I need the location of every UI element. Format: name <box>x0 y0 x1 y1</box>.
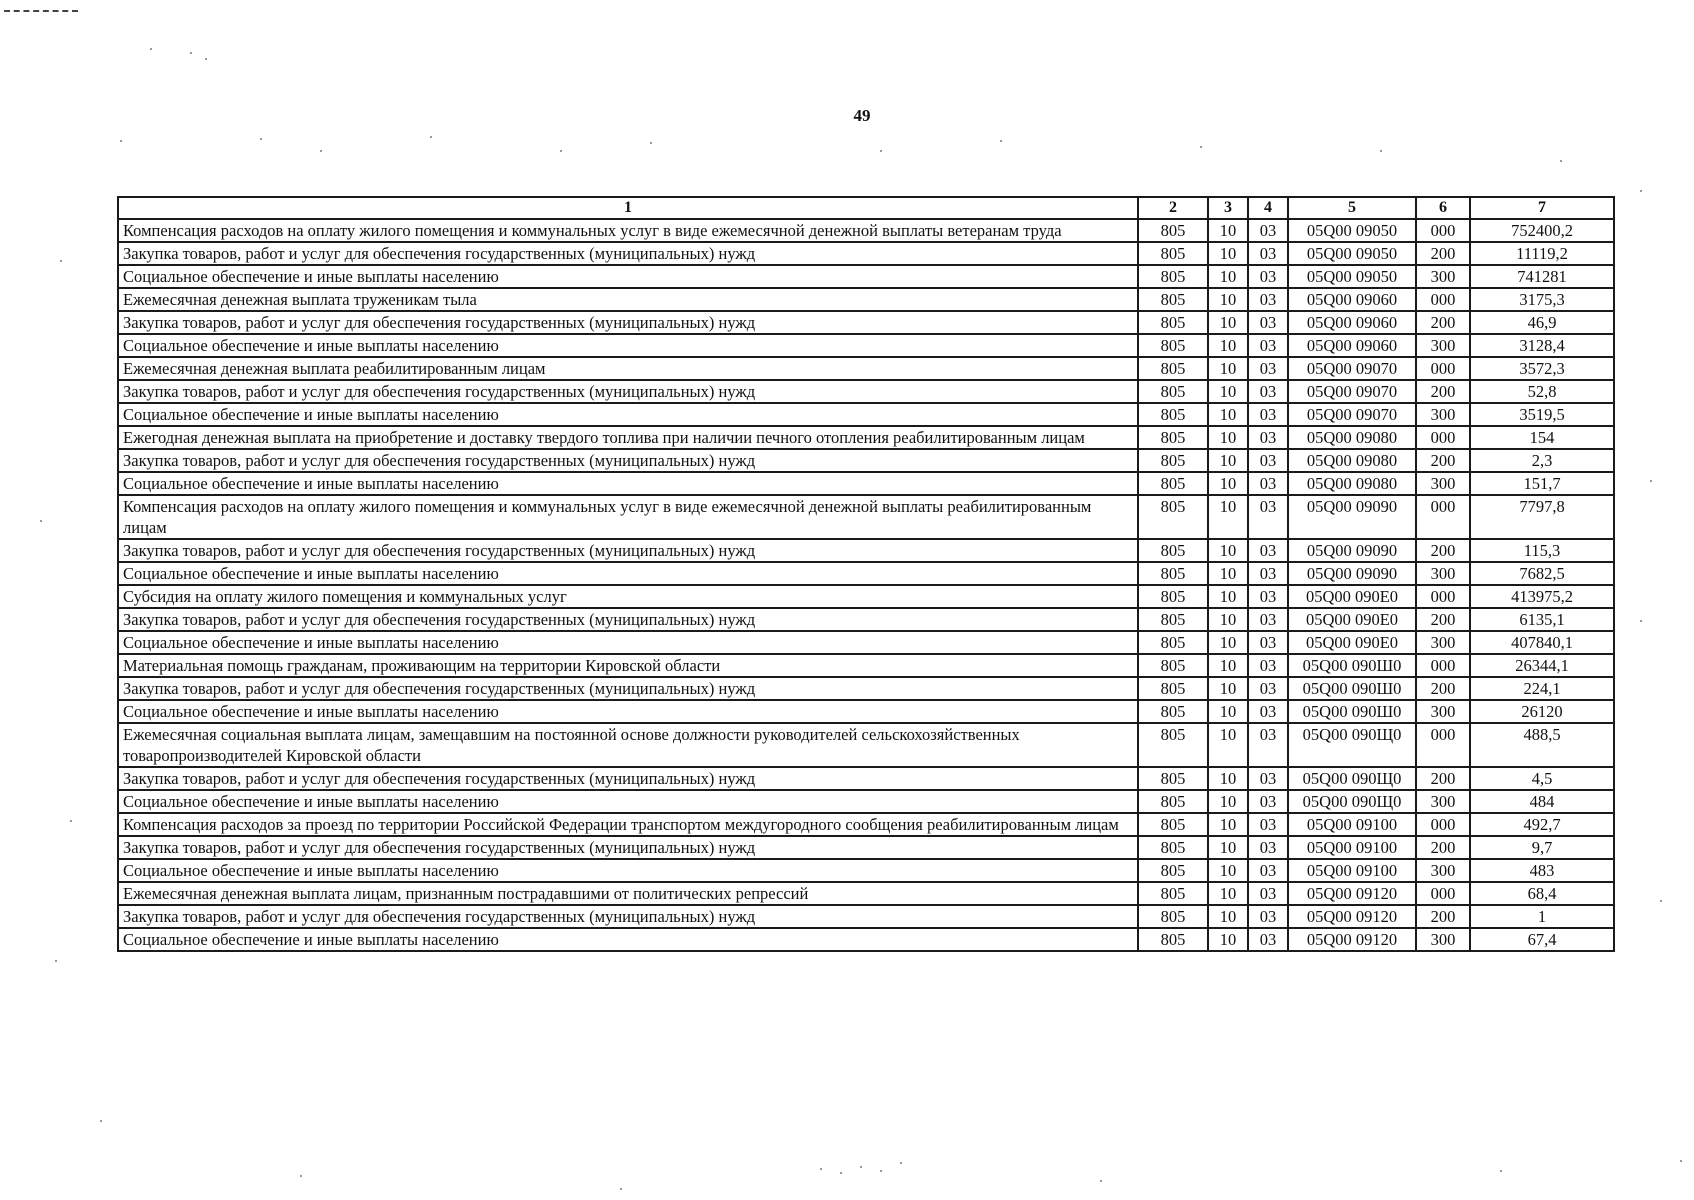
section-cell: 10 <box>1208 311 1248 334</box>
subsection-cell: 03 <box>1248 403 1288 426</box>
scan-noise-speck <box>650 142 652 144</box>
scan-noise-speck <box>100 1120 102 1122</box>
column-header-1: 1 <box>118 197 1138 219</box>
scan-noise-speck <box>1200 146 1202 148</box>
table-row <box>118 767 1614 790</box>
section-cell: 10 <box>1208 219 1248 242</box>
target-article-cell: 05Q00 09050 <box>1288 219 1416 242</box>
row-name-cell: Компенсация расходов за проезд по территории Российской Федерации транспортом междугородного сообщения реабилитированным лицам <box>118 813 1138 836</box>
subsection-cell: 03 <box>1248 449 1288 472</box>
row-name-cell: Социальное обеспечение и иные выплаты населению <box>118 562 1138 585</box>
admin-code-cell: 805 <box>1138 813 1208 836</box>
section-cell: 10 <box>1208 813 1248 836</box>
row-name-cell: Закупка товаров, работ и услуг для обеспечения государственных (муниципальных) нужд <box>118 311 1138 334</box>
subsection-cell: 03 <box>1248 219 1288 242</box>
expense-type-cell: 300 <box>1416 472 1470 495</box>
row-name-cell: Закупка товаров, работ и услуг для обеспечения государственных (муниципальных) нужд <box>118 242 1138 265</box>
column-header-2: 2 <box>1138 197 1208 219</box>
row-name-cell: Компенсация расходов на оплату жилого помещения и коммунальных услуг в виде ежемесячной денежной выплаты реабилитированным лицам <box>118 495 1138 539</box>
table-row <box>118 472 1614 495</box>
expense-type-cell: 200 <box>1416 539 1470 562</box>
row-name-cell: Социальное обеспечение и иные выплаты населению <box>118 403 1138 426</box>
expense-type-cell: 300 <box>1416 859 1470 882</box>
table-row <box>118 380 1614 403</box>
table-row <box>118 882 1614 905</box>
scan-noise-speck <box>880 1170 882 1172</box>
scan-noise-speck <box>55 960 57 962</box>
row-name-cell: Закупка товаров, работ и услуг для обеспечения государственных (муниципальных) нужд <box>118 905 1138 928</box>
table-row <box>118 562 1614 585</box>
amount-cell: 484 <box>1470 790 1614 813</box>
admin-code-cell: 805 <box>1138 242 1208 265</box>
subsection-cell: 03 <box>1248 836 1288 859</box>
target-article-cell: 05Q00 090E0 <box>1288 631 1416 654</box>
scan-noise-speck <box>620 1188 622 1190</box>
subsection-cell: 03 <box>1248 539 1288 562</box>
page-number: 49 <box>853 106 871 125</box>
table-row <box>118 357 1614 380</box>
table-row <box>118 928 1614 951</box>
row-name-cell: Социальное обеспечение и иные выплаты населению <box>118 334 1138 357</box>
table-row <box>118 288 1614 311</box>
expense-type-cell: 200 <box>1416 449 1470 472</box>
admin-code-cell: 805 <box>1138 723 1208 767</box>
amount-cell: 46,9 <box>1470 311 1614 334</box>
admin-code-cell: 805 <box>1138 928 1208 951</box>
section-cell: 10 <box>1208 928 1248 951</box>
expense-type-cell: 000 <box>1416 813 1470 836</box>
target-article-cell: 05Q00 09060 <box>1288 288 1416 311</box>
table-body <box>118 219 1614 951</box>
expense-type-cell: 000 <box>1416 357 1470 380</box>
expense-type-cell: 200 <box>1416 836 1470 859</box>
table-row <box>118 539 1614 562</box>
section-cell: 10 <box>1208 631 1248 654</box>
table-row <box>118 334 1614 357</box>
admin-code-cell: 805 <box>1138 265 1208 288</box>
column-header-7: 7 <box>1470 197 1614 219</box>
admin-code-cell: 805 <box>1138 403 1208 426</box>
amount-cell: 3128,4 <box>1470 334 1614 357</box>
expense-type-cell: 300 <box>1416 562 1470 585</box>
target-article-cell: 05Q00 09090 <box>1288 562 1416 585</box>
section-cell: 10 <box>1208 403 1248 426</box>
row-name-cell: Компенсация расходов на оплату жилого помещения и коммунальных услуг в виде ежемесячной денежной выплаты ветеранам труда <box>118 219 1138 242</box>
column-header-6: 6 <box>1416 197 1470 219</box>
amount-cell: 752400,2 <box>1470 219 1614 242</box>
scan-noise-speck <box>1650 480 1652 482</box>
amount-cell: 115,3 <box>1470 539 1614 562</box>
admin-code-cell: 805 <box>1138 311 1208 334</box>
section-cell: 10 <box>1208 790 1248 813</box>
row-name-cell: Закупка товаров, работ и услуг для обеспечения государственных (муниципальных) нужд <box>118 539 1138 562</box>
section-cell: 10 <box>1208 334 1248 357</box>
admin-code-cell: 805 <box>1138 654 1208 677</box>
section-cell: 10 <box>1208 288 1248 311</box>
target-article-cell: 05Q00 09120 <box>1288 928 1416 951</box>
admin-code-cell: 805 <box>1138 767 1208 790</box>
expense-type-cell: 200 <box>1416 380 1470 403</box>
scan-noise-speck <box>70 820 72 822</box>
admin-code-cell: 805 <box>1138 608 1208 631</box>
table-row <box>118 813 1614 836</box>
subsection-cell: 03 <box>1248 265 1288 288</box>
section-cell: 10 <box>1208 905 1248 928</box>
scan-noise-speck <box>40 520 42 522</box>
expense-type-cell: 000 <box>1416 426 1470 449</box>
amount-cell: 68,4 <box>1470 882 1614 905</box>
amount-cell: 3175,3 <box>1470 288 1614 311</box>
subsection-cell: 03 <box>1248 311 1288 334</box>
row-name-cell: Закупка товаров, работ и услуг для обеспечения государственных (муниципальных) нужд <box>118 608 1138 631</box>
table-row <box>118 905 1614 928</box>
target-article-cell: 05Q00 09090 <box>1288 495 1416 539</box>
admin-code-cell: 805 <box>1138 380 1208 403</box>
amount-cell: 26344,1 <box>1470 654 1614 677</box>
expense-type-cell: 000 <box>1416 219 1470 242</box>
admin-code-cell: 805 <box>1138 334 1208 357</box>
admin-code-cell: 805 <box>1138 677 1208 700</box>
expense-type-cell: 000 <box>1416 495 1470 539</box>
subsection-cell: 03 <box>1248 495 1288 539</box>
row-name-cell: Социальное обеспечение и иные выплаты населению <box>118 859 1138 882</box>
subsection-cell: 03 <box>1248 426 1288 449</box>
amount-cell: 3519,5 <box>1470 403 1614 426</box>
scan-noise-speck <box>1660 900 1662 902</box>
target-article-cell: 05Q00 090Щ0 <box>1288 723 1416 767</box>
scan-edge-mark <box>4 10 78 12</box>
admin-code-cell: 805 <box>1138 631 1208 654</box>
table-row <box>118 449 1614 472</box>
amount-cell: 154 <box>1470 426 1614 449</box>
admin-code-cell: 805 <box>1138 449 1208 472</box>
row-name-cell: Социальное обеспечение и иные выплаты населению <box>118 790 1138 813</box>
subsection-cell: 03 <box>1248 562 1288 585</box>
target-article-cell: 05Q00 09060 <box>1288 334 1416 357</box>
scan-noise-speck <box>430 136 432 138</box>
target-article-cell: 05Q00 09120 <box>1288 882 1416 905</box>
table-row <box>118 242 1614 265</box>
subsection-cell: 03 <box>1248 334 1288 357</box>
amount-cell: 3572,3 <box>1470 357 1614 380</box>
section-cell: 10 <box>1208 723 1248 767</box>
section-cell: 10 <box>1208 380 1248 403</box>
amount-cell: 26120 <box>1470 700 1614 723</box>
row-name-cell: Материальная помощь гражданам, проживающим на территории Кировской области <box>118 654 1138 677</box>
admin-code-cell: 805 <box>1138 905 1208 928</box>
target-article-cell: 05Q00 09080 <box>1288 426 1416 449</box>
target-article-cell: 05Q00 09100 <box>1288 859 1416 882</box>
section-cell: 10 <box>1208 242 1248 265</box>
target-article-cell: 05Q00 09100 <box>1288 813 1416 836</box>
row-name-cell: Социальное обеспечение и иные выплаты населению <box>118 631 1138 654</box>
section-cell: 10 <box>1208 562 1248 585</box>
table-row <box>118 631 1614 654</box>
target-article-cell: 05Q00 09120 <box>1288 905 1416 928</box>
expense-type-cell: 200 <box>1416 767 1470 790</box>
amount-cell: 488,5 <box>1470 723 1614 767</box>
subsection-cell: 03 <box>1248 472 1288 495</box>
row-name-cell: Социальное обеспечение и иные выплаты населению <box>118 928 1138 951</box>
subsection-cell: 03 <box>1248 767 1288 790</box>
target-article-cell: 05Q00 090Ш0 <box>1288 654 1416 677</box>
target-article-cell: 05Q00 09100 <box>1288 836 1416 859</box>
admin-code-cell: 805 <box>1138 836 1208 859</box>
scan-noise-speck <box>300 1175 302 1177</box>
expense-type-cell: 200 <box>1416 905 1470 928</box>
expense-type-cell: 300 <box>1416 403 1470 426</box>
subsection-cell: 03 <box>1248 357 1288 380</box>
table-row <box>118 219 1614 242</box>
target-article-cell: 05Q00 090E0 <box>1288 608 1416 631</box>
admin-code-cell: 805 <box>1138 562 1208 585</box>
section-cell: 10 <box>1208 608 1248 631</box>
expense-type-cell: 000 <box>1416 288 1470 311</box>
section-cell: 10 <box>1208 585 1248 608</box>
subsection-cell: 03 <box>1248 859 1288 882</box>
table-row <box>118 608 1614 631</box>
subsection-cell: 03 <box>1248 677 1288 700</box>
amount-cell: 413975,2 <box>1470 585 1614 608</box>
subsection-cell: 03 <box>1248 928 1288 951</box>
expense-type-cell: 200 <box>1416 242 1470 265</box>
scan-noise-speck <box>1640 620 1642 622</box>
table-row <box>118 700 1614 723</box>
scan-noise-speck <box>120 140 122 142</box>
admin-code-cell: 805 <box>1138 426 1208 449</box>
target-article-cell: 05Q00 09080 <box>1288 449 1416 472</box>
scan-noise-speck <box>1000 140 1002 142</box>
scan-noise-speck <box>60 260 62 262</box>
section-cell: 10 <box>1208 700 1248 723</box>
table-row <box>118 585 1614 608</box>
row-name-cell: Субсидия на оплату жилого помещения и коммунальных услуг <box>118 585 1138 608</box>
expense-type-cell: 200 <box>1416 608 1470 631</box>
subsection-cell: 03 <box>1248 882 1288 905</box>
subsection-cell: 03 <box>1248 700 1288 723</box>
table-row <box>118 723 1614 767</box>
scan-noise-speck <box>1500 1170 1502 1172</box>
admin-code-cell: 805 <box>1138 357 1208 380</box>
amount-cell: 6135,1 <box>1470 608 1614 631</box>
scan-noise-speck <box>820 1168 822 1170</box>
row-name-cell: Социальное обеспечение и иные выплаты населению <box>118 265 1138 288</box>
table-row <box>118 265 1614 288</box>
target-article-cell: 05Q00 090Ш0 <box>1288 677 1416 700</box>
admin-code-cell: 805 <box>1138 472 1208 495</box>
target-article-cell: 05Q00 09050 <box>1288 265 1416 288</box>
subsection-cell: 03 <box>1248 242 1288 265</box>
section-cell: 10 <box>1208 449 1248 472</box>
row-name-cell: Закупка товаров, работ и услуг для обеспечения государственных (муниципальных) нужд <box>118 767 1138 790</box>
target-article-cell: 05Q00 090E0 <box>1288 585 1416 608</box>
section-cell: 10 <box>1208 357 1248 380</box>
table-row <box>118 677 1614 700</box>
scan-noise-speck <box>560 150 562 152</box>
amount-cell: 407840,1 <box>1470 631 1614 654</box>
table-row <box>118 654 1614 677</box>
section-cell: 10 <box>1208 882 1248 905</box>
target-article-cell: 05Q00 09070 <box>1288 357 1416 380</box>
section-cell: 10 <box>1208 472 1248 495</box>
amount-cell: 67,4 <box>1470 928 1614 951</box>
column-header-4: 4 <box>1248 197 1288 219</box>
scan-noise-speck <box>860 1166 862 1168</box>
row-name-cell: Ежегодная денежная выплата на приобретение и доставку твердого топлива при наличии печного отопления реабилитированным лицам <box>118 426 1138 449</box>
scan-noise-speck <box>205 58 207 60</box>
subsection-cell: 03 <box>1248 813 1288 836</box>
subsection-cell: 03 <box>1248 631 1288 654</box>
row-name-cell: Закупка товаров, работ и услуг для обеспечения государственных (муниципальных) нужд <box>118 836 1138 859</box>
column-header-3: 3 <box>1208 197 1248 219</box>
subsection-cell: 03 <box>1248 790 1288 813</box>
scan-noise-speck <box>840 1172 842 1174</box>
admin-code-cell: 805 <box>1138 882 1208 905</box>
admin-code-cell: 805 <box>1138 495 1208 539</box>
subsection-cell: 03 <box>1248 723 1288 767</box>
amount-cell: 52,8 <box>1470 380 1614 403</box>
row-name-cell: Ежемесячная денежная выплата лицам, признанным пострадавшими от политических репрессий <box>118 882 1138 905</box>
target-article-cell: 05Q00 09080 <box>1288 472 1416 495</box>
section-cell: 10 <box>1208 539 1248 562</box>
table-row <box>118 836 1614 859</box>
scan-noise-speck <box>1640 190 1642 192</box>
row-name-cell: Закупка товаров, работ и услуг для обеспечения государственных (муниципальных) нужд <box>118 449 1138 472</box>
table-row <box>118 311 1614 334</box>
row-name-cell: Закупка товаров, работ и услуг для обеспечения государственных (муниципальных) нужд <box>118 677 1138 700</box>
section-cell: 10 <box>1208 836 1248 859</box>
amount-cell: 492,7 <box>1470 813 1614 836</box>
table-row <box>118 403 1614 426</box>
target-article-cell: 05Q00 09070 <box>1288 403 1416 426</box>
target-article-cell: 05Q00 09060 <box>1288 311 1416 334</box>
amount-cell: 7797,8 <box>1470 495 1614 539</box>
admin-code-cell: 805 <box>1138 219 1208 242</box>
expense-type-cell: 200 <box>1416 311 1470 334</box>
amount-cell: 741281 <box>1470 265 1614 288</box>
subsection-cell: 03 <box>1248 654 1288 677</box>
table-row <box>118 495 1614 539</box>
scan-noise-speck <box>150 48 152 50</box>
table-row <box>118 426 1614 449</box>
table-row <box>118 859 1614 882</box>
table-row <box>118 790 1614 813</box>
amount-cell: 9,7 <box>1470 836 1614 859</box>
expense-type-cell: 000 <box>1416 585 1470 608</box>
expense-type-cell: 300 <box>1416 790 1470 813</box>
scan-noise-speck <box>320 150 322 152</box>
row-name-cell: Закупка товаров, работ и услуг для обеспечения государственных (муниципальных) нужд <box>118 380 1138 403</box>
target-article-cell: 05Q00 090Щ0 <box>1288 790 1416 813</box>
row-name-cell: Ежемесячная денежная выплата труженикам тыла <box>118 288 1138 311</box>
scan-noise-speck <box>1560 160 1562 162</box>
expense-type-cell: 000 <box>1416 654 1470 677</box>
amount-cell: 4,5 <box>1470 767 1614 790</box>
section-cell: 10 <box>1208 859 1248 882</box>
subsection-cell: 03 <box>1248 905 1288 928</box>
amount-cell: 224,1 <box>1470 677 1614 700</box>
column-number-row <box>118 197 1614 219</box>
row-name-cell: Ежемесячная денежная выплата реабилитированным лицам <box>118 357 1138 380</box>
row-name-cell: Ежемесячная социальная выплата лицам, замещавшим на постоянной основе должности руководителей сельскохозяйственных товаропроизводителей Кировской области <box>118 723 1138 767</box>
target-article-cell: 05Q00 09050 <box>1288 242 1416 265</box>
budget-table <box>117 196 1615 952</box>
scan-noise-speck <box>1100 1180 1102 1182</box>
target-article-cell: 05Q00 090Щ0 <box>1288 767 1416 790</box>
scan-noise-speck <box>190 52 192 54</box>
amount-cell: 2,3 <box>1470 449 1614 472</box>
scan-noise-speck <box>900 1162 902 1164</box>
admin-code-cell: 805 <box>1138 700 1208 723</box>
target-article-cell: 05Q00 090Ш0 <box>1288 700 1416 723</box>
amount-cell: 483 <box>1470 859 1614 882</box>
row-name-cell: Социальное обеспечение и иные выплаты населению <box>118 700 1138 723</box>
admin-code-cell: 805 <box>1138 539 1208 562</box>
admin-code-cell: 805 <box>1138 859 1208 882</box>
expense-type-cell: 300 <box>1416 700 1470 723</box>
section-cell: 10 <box>1208 495 1248 539</box>
expense-type-cell: 000 <box>1416 882 1470 905</box>
admin-code-cell: 805 <box>1138 790 1208 813</box>
section-cell: 10 <box>1208 677 1248 700</box>
section-cell: 10 <box>1208 426 1248 449</box>
column-header-5: 5 <box>1288 197 1416 219</box>
expense-type-cell: 300 <box>1416 334 1470 357</box>
subsection-cell: 03 <box>1248 608 1288 631</box>
section-cell: 10 <box>1208 767 1248 790</box>
expense-type-cell: 300 <box>1416 265 1470 288</box>
scan-noise-speck <box>880 150 882 152</box>
expense-type-cell: 300 <box>1416 631 1470 654</box>
subsection-cell: 03 <box>1248 380 1288 403</box>
target-article-cell: 05Q00 09070 <box>1288 380 1416 403</box>
subsection-cell: 03 <box>1248 288 1288 311</box>
amount-cell: 7682,5 <box>1470 562 1614 585</box>
scan-noise-speck <box>260 138 262 140</box>
amount-cell: 11119,2 <box>1470 242 1614 265</box>
row-name-cell: Социальное обеспечение и иные выплаты населению <box>118 472 1138 495</box>
admin-code-cell: 805 <box>1138 585 1208 608</box>
scan-noise-speck <box>1680 1160 1682 1162</box>
admin-code-cell: 805 <box>1138 288 1208 311</box>
subsection-cell: 03 <box>1248 585 1288 608</box>
scan-noise-speck <box>1380 150 1382 152</box>
section-cell: 10 <box>1208 265 1248 288</box>
expense-type-cell: 300 <box>1416 928 1470 951</box>
section-cell: 10 <box>1208 654 1248 677</box>
amount-cell: 1 <box>1470 905 1614 928</box>
expense-type-cell: 200 <box>1416 677 1470 700</box>
target-article-cell: 05Q00 09090 <box>1288 539 1416 562</box>
amount-cell: 151,7 <box>1470 472 1614 495</box>
expense-type-cell: 000 <box>1416 723 1470 767</box>
